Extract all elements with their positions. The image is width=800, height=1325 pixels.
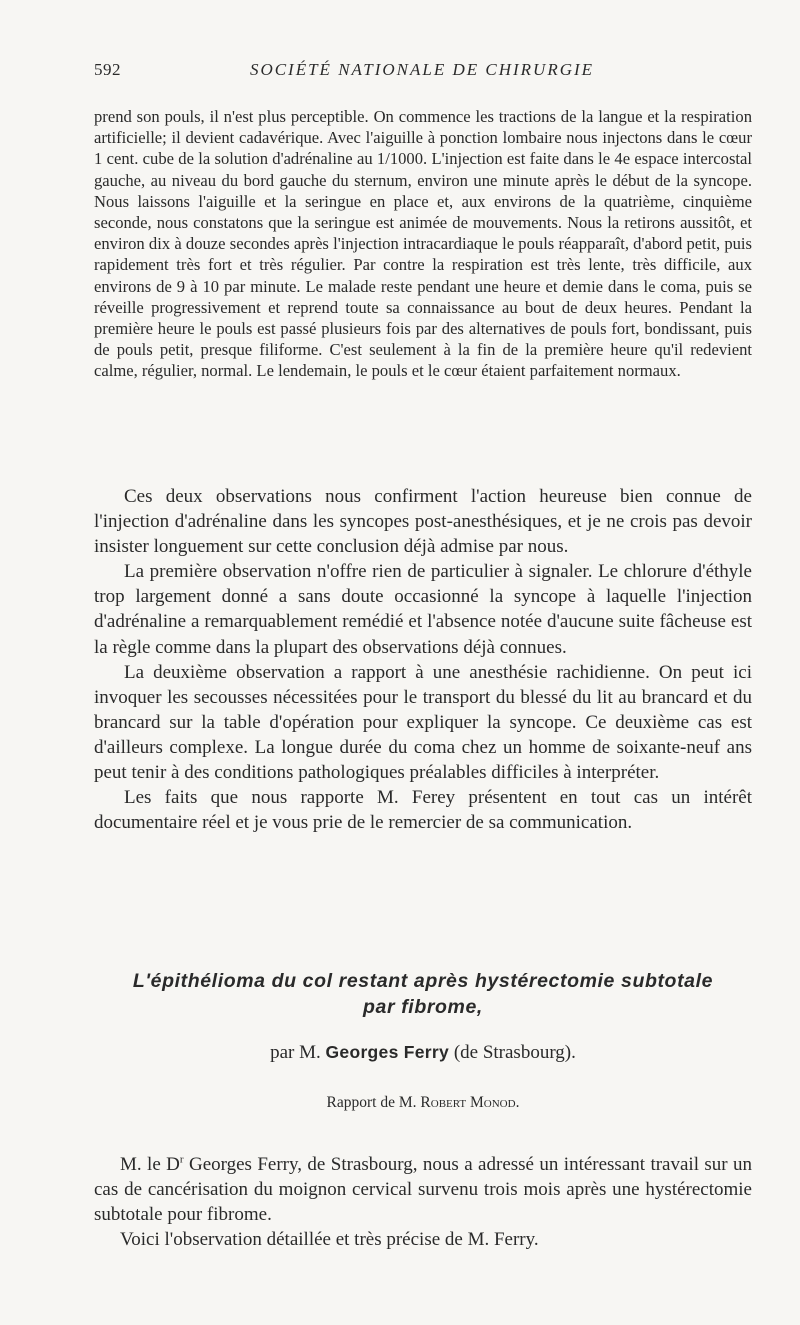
report-prefix: Rapport de M. bbox=[326, 1094, 417, 1111]
report-line bbox=[94, 1092, 752, 1114]
running-header bbox=[94, 60, 750, 84]
article-title-line-1: L'épithélioma du col restant après hystérectomie subtotale bbox=[132, 970, 714, 992]
author-name: Georges Ferry bbox=[325, 1042, 450, 1062]
author-affiliation: (de Strasbourg). bbox=[453, 1042, 576, 1063]
intro-paragraph-2: Voici l'observation détaillée et très précise de M. Ferry. bbox=[120, 1229, 539, 1251]
discussion-paragraph-2: La première observation n'offre rien de particulier à signaler. Le chlorure d'éthyle trop largement donné a sans doute occasionné la syncope à laquelle l'injection d'adrénaline a remarquablement remédié et l'absence notée d'aucune suite fâcheuse est la règle comme dans la plupart des observations déjà connues. bbox=[94, 561, 752, 658]
intro-p1-start: M. le D bbox=[120, 1154, 180, 1175]
byline-prefix: par M. bbox=[270, 1042, 321, 1063]
journal-title: SOCIÉTÉ NATIONALE DE CHIRURGIE bbox=[249, 60, 595, 79]
observation-paragraph: prend son pouls, il n'est plus perceptible. On commence les tractions de la langue et la respiration artificielle; il devient cadavérique. Avec l'aiguille à ponction lombaire nous injectons dans le cœur 1 cent. cube de la solution d'adrénaline au 1/1000. L'injection est faite dans le 4e espace intercostal gauche, au niveau du bord gauche du sternum, environ une minute après le début de la syncope. Nous laissons l'aiguille et la seringue en place et, aux environs de la quatrième, cinquième seconde, nous constatons que la seringue est animée de mouvements. Nous la retirons aussitôt, et environ dix à douze secondes après l'injection intracardiaque le pouls réapparaît, d'abord petit, puis rapidement très fort et très régulier. Par contre la respiration est très lente, très difficile, aux environs de 9 à 10 par minute. Le malade reste pendant une heure et demie dans le coma, puis se réveille progressivement et reprend toute sa connaissance au bout de deux heures. Pendant la première heure le pouls est passé plusieurs fois par des alternatives de pouls fort, bondissant, puis de pouls petit, presque filiforme. C'est seulement à la fin de la première heure qu'il redevient calme, régulier, normal. Le lendemain, le pouls et le cœur étaient parfaitement normaux. bbox=[94, 107, 752, 381]
intro-paragraph-1 bbox=[94, 1152, 752, 1227]
discussion-section bbox=[94, 484, 752, 835]
intro-p1-superscript: r bbox=[179, 1153, 184, 1166]
intro-p1-rest: Georges Ferry, de Strasbourg, nous a adressé un intéressant travail sur un cas de cancérisation du moignon cervical survenu trois mois après une hystérectomie subtotale pour fibrome. bbox=[94, 1154, 753, 1226]
article-intro bbox=[94, 1152, 752, 1252]
discussion-paragraph-4: Les faits que nous rapporte M. Ferey présentent en tout cas un intérêt documentaire réel et je vous prie de le remercier de sa communication. bbox=[94, 787, 752, 834]
article-title bbox=[94, 968, 752, 1020]
page-number: 592 bbox=[94, 60, 121, 79]
discussion-paragraph-3: La deuxième observation a rapport à une anesthésie rachidienne. On peut ici invoquer les secousses nécessitées pour le transport du blessé du lit au brancard et du brancard sur la table d'opération pour expliquer la syncope. Ce deuxième cas est d'ailleurs complexe. La longue durée du coma chez un homme de soixante-neuf ans peut tenir à des conditions pathologiques préalables difficiles à interpréter. bbox=[94, 661, 752, 784]
reporter-name: Robert Monod. bbox=[420, 1094, 520, 1111]
byline bbox=[94, 1039, 752, 1066]
discussion-paragraph-1: Ces deux observations nous confirment l'action heureuse bien connue de l'injection d'adrénaline dans les syncopes post-anesthésiques, et je ne crois pas devoir insister longuement sur cette conclusion déjà admise par nous. bbox=[94, 486, 752, 558]
article-title-line-2: par fibrome, bbox=[363, 996, 483, 1018]
